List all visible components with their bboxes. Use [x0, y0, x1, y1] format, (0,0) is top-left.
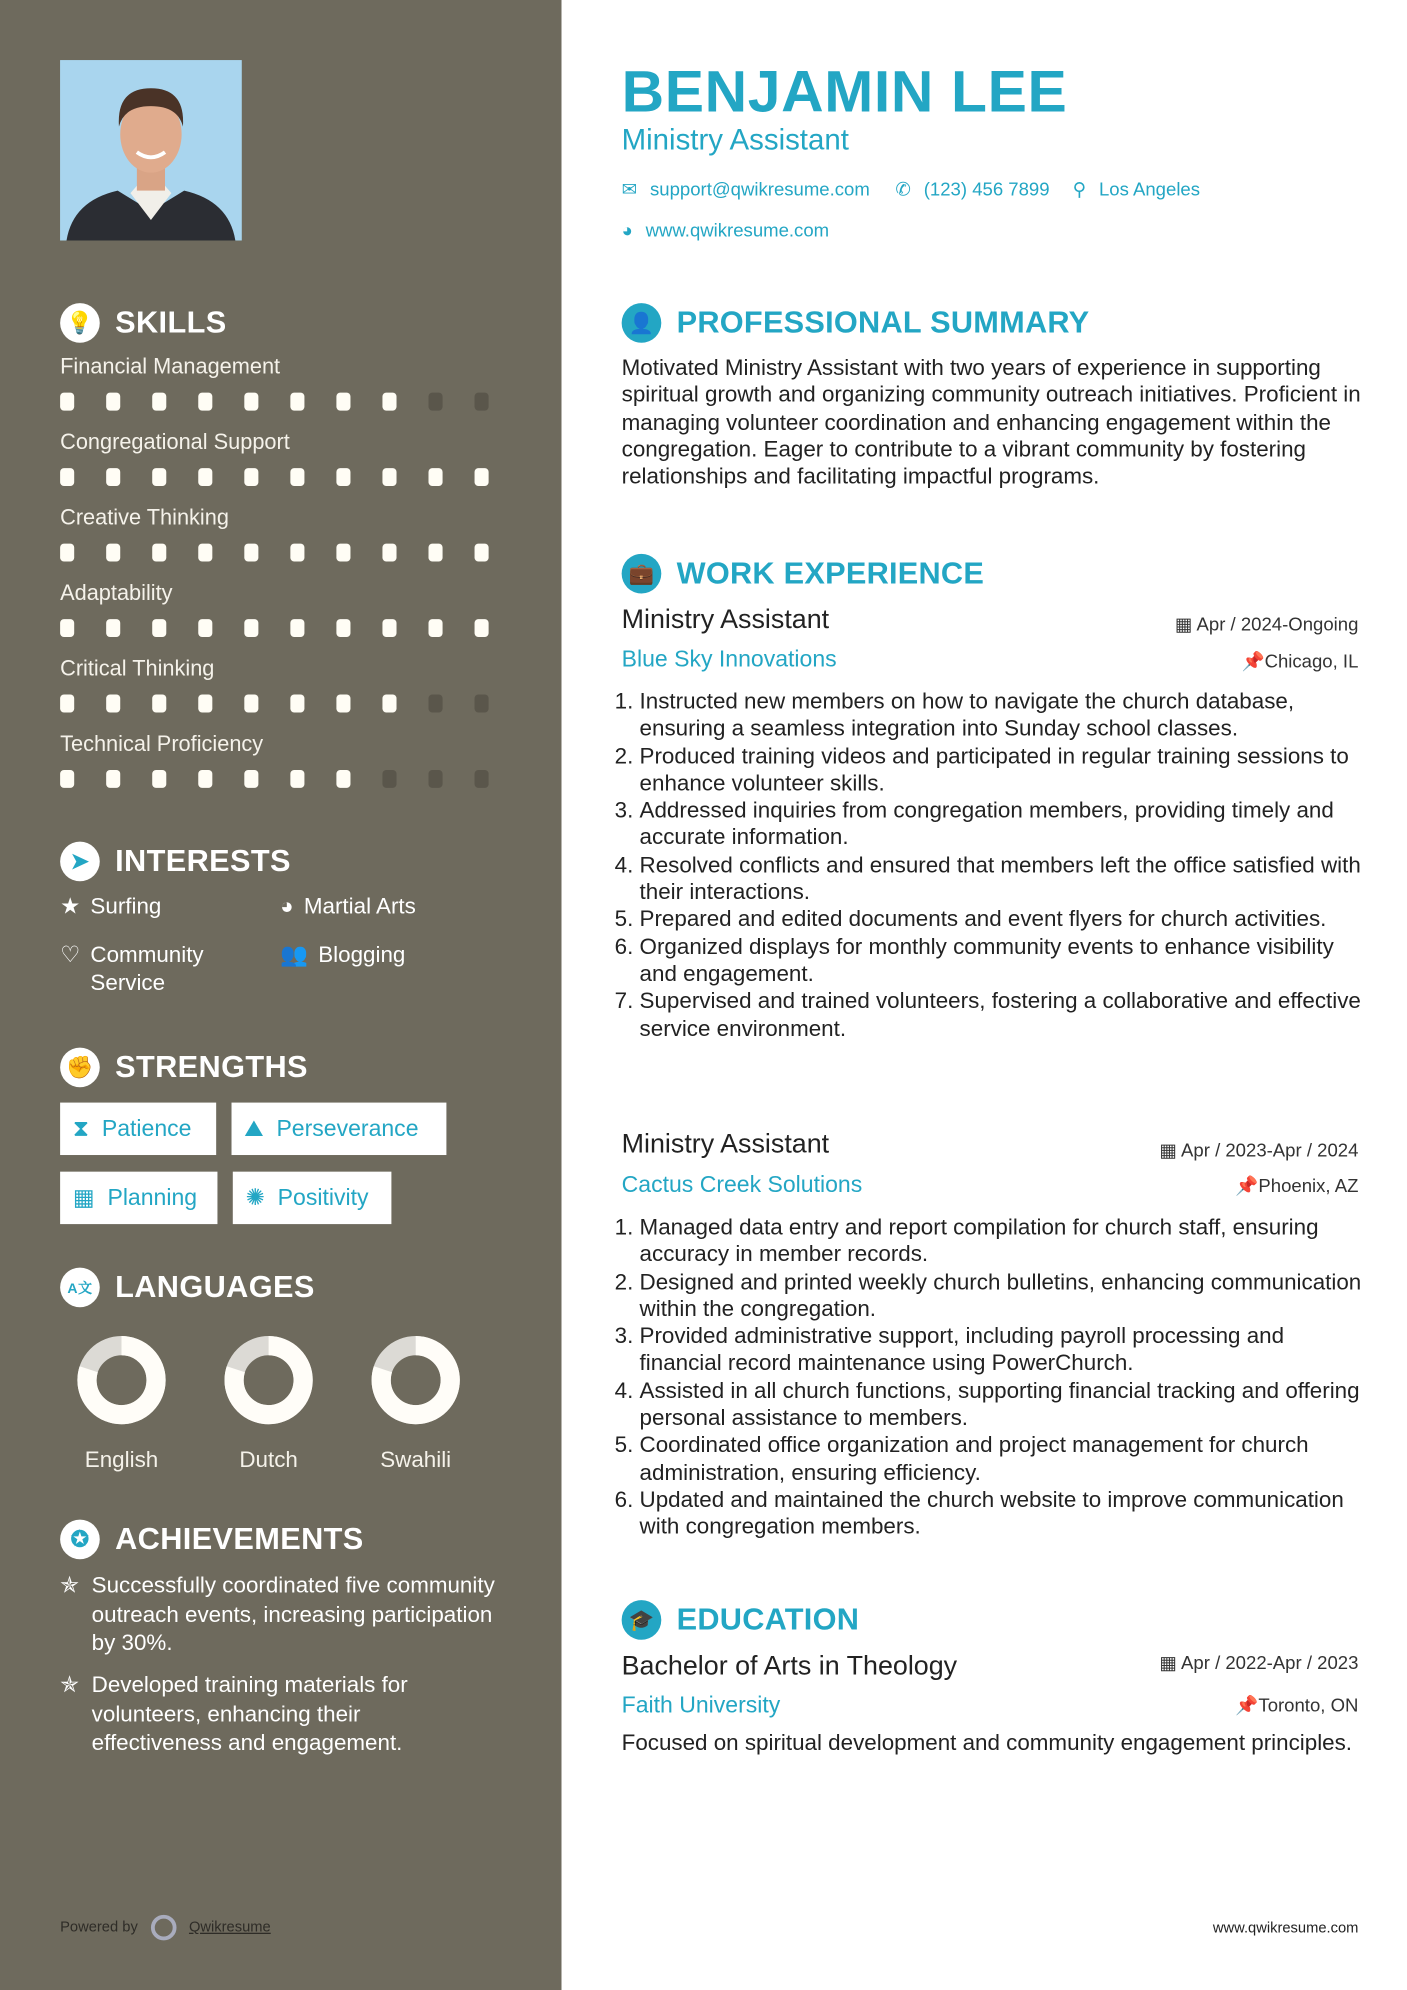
job-bullet: 1. Instructed new members on how to navigate the church database, ensuring a seamless integration into Sunday school classes.: [640, 688, 1364, 742]
company-name: Blue Sky Innovations: [621, 645, 837, 672]
star-icon: ★: [60, 892, 81, 919]
job-title: Ministry Assistant: [621, 122, 849, 157]
location: Los Angeles: [1098, 180, 1201, 201]
education-dates: ▦ Apr / 2022-Apr / 2023: [1159, 1653, 1359, 1675]
job-bullet: 3. Addressed inquiries from congregation members, providing timely and accurate information.: [640, 797, 1364, 851]
skill-name: Technical Proficiency: [60, 731, 264, 756]
rating-dot: [336, 695, 351, 713]
powered-by: Powered by Qwikresume: [60, 1915, 271, 1941]
skill-name: Congregational Support: [60, 429, 290, 455]
education-text: Focused on spiritual development and community engagement principles.: [621, 1729, 1353, 1755]
globe-icon: ◕: [280, 892, 294, 919]
rating-dot: [475, 770, 490, 788]
degree: Bachelor of Arts in Theology: [621, 1651, 958, 1681]
job-location: 📌Chicago, IL: [1241, 652, 1359, 673]
skill-item: [60, 505, 520, 561]
language-item: [77, 1335, 167, 1473]
footer-website: www.qwikresume.com: [1212, 1921, 1359, 1937]
pin-icon: 📌: [1235, 1696, 1259, 1717]
job-title: Ministry Assistant: [621, 1129, 830, 1159]
rating-dot: [198, 393, 213, 411]
paper-plane-icon: ➤: [60, 842, 100, 882]
user-icon: 👤: [622, 303, 662, 343]
users-icon: 👥: [280, 941, 309, 967]
website-row: [622, 221, 829, 241]
rating-dot: [198, 468, 213, 486]
job-title: Ministry Assistant: [621, 605, 830, 635]
rating-dot: [60, 619, 75, 637]
experience-heading: 💼 WORK EXPERIENCE: [622, 554, 984, 594]
language-item: [371, 1335, 461, 1473]
heart-icon: ♡: [60, 941, 81, 967]
rating-dot: [428, 695, 443, 713]
skill-name: Financial Management: [60, 354, 281, 379]
strength-chip: ⛰ Perseverance: [232, 1103, 447, 1155]
skills-heading: 💡 SKILLS: [60, 303, 226, 343]
rating-dot: [290, 695, 305, 713]
rating-dot: [152, 619, 167, 637]
job-bullet: 6. Organized displays for monthly community events to enhance visibility and engagement.: [640, 933, 1364, 987]
qwikresume-logo-icon: [151, 1915, 177, 1941]
award-icon: ✪: [60, 1520, 100, 1560]
skill-item: [60, 430, 520, 486]
rating-dot: [290, 619, 305, 637]
stars-icon: ✯: [60, 1671, 79, 1698]
rating-dot: [290, 393, 305, 411]
phone-icon: ✆: [895, 180, 911, 201]
skill-rating: [60, 544, 520, 562]
job-dates: ▦ Apr / 2023-Apr / 2024: [1159, 1140, 1359, 1162]
rating-dot: [152, 393, 167, 411]
briefcase-icon: 💼: [622, 554, 662, 594]
skill-rating: [60, 770, 520, 788]
rating-dot: [382, 695, 397, 713]
job-bullet: 6. Updated and maintained the church website to improve communication with congregation members.: [640, 1486, 1364, 1540]
job-bullet: 4. Resolved conflicts and ensured that members left the office satisfied with their interactions.: [640, 852, 1364, 906]
sun-icon: ✺: [245, 1184, 265, 1211]
strength-chip: ⧗ Patience: [60, 1103, 216, 1155]
candidate-name: BENJAMIN LEE: [621, 57, 1068, 125]
skill-item: [60, 354, 520, 410]
rating-dot: [198, 770, 213, 788]
language-icon: A文: [60, 1268, 100, 1308]
rating-dot: [60, 695, 75, 713]
skill-rating: [60, 619, 520, 637]
profile-photo: [60, 60, 242, 240]
skill-rating: [60, 695, 520, 713]
rating-dot: [106, 619, 121, 637]
rating-dot: [152, 544, 167, 562]
road-icon: ⛰: [244, 1115, 264, 1141]
language-name: Swahili: [380, 1446, 452, 1473]
rating-dot: [198, 695, 213, 713]
achievement-item: ✯ Developed training materials for volunteers, enhancing their effectiveness and engagement.: [60, 1671, 408, 1755]
calendar-icon: ▦: [1174, 615, 1197, 636]
sidebar: [0, 0, 562, 1990]
rating-dot: [428, 468, 443, 486]
skill-name: Creative Thinking: [60, 505, 229, 530]
job-location: 📌Phoenix, AZ: [1235, 1176, 1359, 1198]
summary-text: Motivated Ministry Assistant with two years of experience in supporting spiritual growth and organizing community outreach initiatives. Proficient in managing volunteer coordination and enhancing engagement within the congregation. Eager to contribute to a vibrant community by fostering relationships and facilitating impactful programs.: [621, 354, 1361, 489]
skill-name: Adaptability: [60, 580, 173, 606]
rating-dot: [475, 393, 490, 411]
rating-dot: [106, 770, 121, 788]
rating-dot: [382, 544, 397, 562]
skill-name: Critical Thinking: [60, 656, 215, 681]
rating-dot: [475, 468, 490, 486]
calendar-icon: ▦: [1159, 1140, 1182, 1162]
job-bullet: 4. Assisted in all church functions, supporting financial tracking and offering personal assistance to members.: [640, 1377, 1364, 1431]
hourglass-icon: ⧗: [72, 1115, 90, 1141]
rating-dot: [290, 770, 305, 788]
email-link[interactable]: support@qwikresume.com: [649, 180, 870, 201]
job-bullet: 7. Supervised and trained volunteers, fostering a collaborative and effective service environment.: [640, 988, 1364, 1042]
job-bullet: 3. Provided administrative support, including payroll processing and financial record maintenance using PowerChurch.: [640, 1323, 1364, 1377]
rating-dot: [106, 695, 121, 713]
rating-dot: [106, 393, 121, 411]
language-donut: [371, 1335, 461, 1425]
language-name: English: [84, 1446, 159, 1473]
phone: (123) 456 7899: [923, 180, 1050, 201]
languages-heading: A文 LANGUAGES: [60, 1268, 315, 1308]
rating-dot: [336, 393, 351, 411]
stars-icon: ✯: [60, 1572, 79, 1598]
rating-dot: [244, 393, 259, 411]
lightbulb-icon: 💡: [60, 303, 100, 343]
strength-chip: ✺ Positivity: [233, 1172, 392, 1224]
pin-icon: 📌: [1241, 652, 1265, 673]
rating-dot: [60, 544, 75, 562]
skill-rating: [60, 393, 520, 411]
interests-heading: ➤ INTERESTS: [60, 842, 291, 882]
rating-dot: [475, 619, 490, 637]
rating-dot: [428, 770, 443, 788]
skill-item: [60, 732, 520, 788]
rating-dot: [382, 770, 397, 788]
location-pin-icon: ⚲: [1072, 180, 1087, 201]
rating-dot: [382, 619, 397, 637]
skill-rating: [60, 468, 520, 486]
company-name: Cactus Creek Solutions: [621, 1171, 863, 1198]
language-item: [224, 1335, 314, 1473]
rating-dot: [336, 468, 351, 486]
email-icon: ✉: [621, 180, 638, 201]
rating-dot: [382, 468, 397, 486]
qwikresume-link[interactable]: Qwikresume: [188, 1919, 271, 1936]
rating-dot: [106, 468, 121, 486]
education-location: 📌Toronto, ON: [1235, 1696, 1359, 1717]
achievement-item: ✯ Successfully coordinated five community outreach events, increasing participation by 30%.: [60, 1572, 495, 1656]
contact-row: [622, 180, 1200, 200]
rating-dot: [336, 544, 351, 562]
achievements-heading: ✪ ACHIEVEMENTS: [60, 1520, 364, 1560]
main-content: [562, 0, 1407, 1990]
job-bullets: [622, 1214, 1364, 1541]
job-bullet: 2. Produced training videos and participated in regular training sessions to enhance volunteer skills.: [640, 743, 1364, 797]
summary-heading: 👤 PROFESSIONAL SUMMARY: [622, 303, 1090, 343]
rating-dot: [244, 770, 259, 788]
rating-dot: [60, 770, 75, 788]
language-name: Dutch: [239, 1446, 298, 1473]
interest-item: ★ Surfing: [60, 892, 162, 919]
rating-dot: [244, 468, 259, 486]
rating-dot: [198, 544, 213, 562]
job-bullet: 1. Managed data entry and report compilation for church staff, ensuring accuracy in member records.: [640, 1214, 1364, 1268]
rating-dot: [106, 544, 121, 562]
job-bullet: 5. Coordinated office organization and project management for church administration, ensuring efficiency.: [640, 1432, 1364, 1486]
education-heading: 🎓 EDUCATION: [622, 1600, 860, 1640]
rating-dot: [244, 544, 259, 562]
job-dates: ▦ Apr / 2024-Ongoing: [1174, 615, 1359, 636]
rating-dot: [382, 393, 397, 411]
globe-icon: ◕: [621, 221, 633, 242]
language-donut: [224, 1335, 314, 1425]
rating-dot: [60, 468, 75, 486]
job-bullets: [622, 688, 1364, 1042]
rating-dot: [428, 393, 443, 411]
skill-item: [60, 581, 520, 637]
rating-dot: [336, 770, 351, 788]
job-bullet: 2. Designed and printed weekly church bulletins, enhancing communication within the congregation.: [640, 1268, 1364, 1322]
skill-item: [60, 656, 520, 712]
calendar-icon: ▦: [1159, 1653, 1182, 1675]
rating-dot: [244, 619, 259, 637]
rating-dot: [152, 695, 167, 713]
rating-dot: [290, 544, 305, 562]
fist-icon: ✊: [60, 1048, 100, 1088]
graduation-icon: 🎓: [622, 1600, 662, 1640]
rating-dot: [198, 619, 213, 637]
language-donut: [77, 1335, 167, 1425]
strength-chip: ▦ Planning: [60, 1172, 217, 1224]
interest-item: 👥 Blogging: [280, 941, 406, 967]
strengths-heading: ✊ STRENGTHS: [60, 1048, 308, 1088]
rating-dot: [475, 544, 490, 562]
rating-dot: [428, 619, 443, 637]
rating-dot: [152, 468, 167, 486]
school-name: Faith University: [621, 1692, 781, 1718]
interest-item: ♡ Community Service: [60, 941, 204, 996]
rating-dot: [152, 770, 167, 788]
job-bullet: 5. Prepared and edited documents and event flyers for church activities.: [640, 906, 1364, 933]
interest-item: ◕ Martial Arts: [280, 892, 416, 919]
rating-dot: [336, 619, 351, 637]
rating-dot: [60, 393, 75, 411]
website-link[interactable]: www.qwikresume.com: [645, 221, 830, 242]
rating-dot: [475, 695, 490, 713]
calendar-icon: ▦: [72, 1184, 95, 1211]
rating-dot: [244, 695, 259, 713]
rating-dot: [290, 468, 305, 486]
rating-dot: [428, 544, 443, 562]
pin-icon: 📌: [1235, 1176, 1259, 1198]
